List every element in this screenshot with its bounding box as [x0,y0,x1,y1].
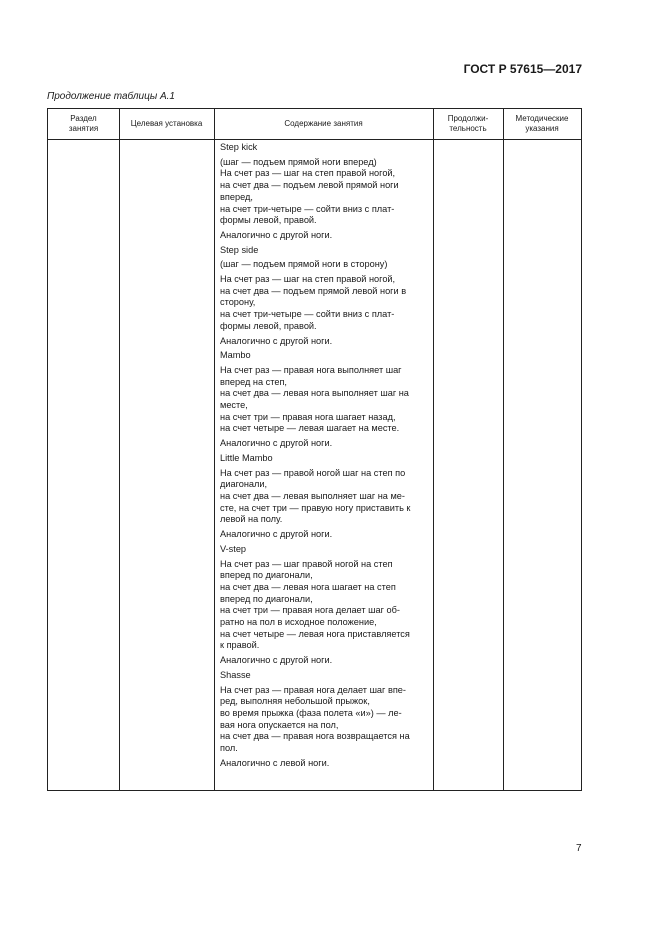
content-line: Little Mambo [220,452,273,463]
content-line: на счет три-четыре — сойти вниз с плат- [220,203,395,214]
content-line: к правой. [220,640,260,651]
content-line: месте, [220,400,248,411]
content-line: На счет раз — правой ногой шаг на степ по [220,467,406,478]
content-line: На счет раз — шаг правой ногой на степ [220,558,393,569]
content-line: сторону, [220,297,256,308]
content-line: во время прыжка (фаза полета «и») — ле- [220,707,402,718]
content-paragraph [220,350,430,362]
content-line: на счет четыре — левая шагает на месте. [220,423,400,434]
column-divider [503,109,504,790]
content-paragraph [220,529,430,541]
content-line: на счет два — левая нога выполняет шаг на [220,388,409,399]
header-divider [48,139,581,140]
content-paragraph [220,245,430,257]
content-line: Аналогично с другой ноги. [220,438,333,449]
column-header-content: Содержание занятия [284,119,363,128]
content-line: Аналогично с другой ноги. [220,655,333,666]
content-line: на счет два — левая выполняет шаг на ме- [220,490,405,501]
column-header-goal: Целевая установка [130,119,203,128]
content-line: на счет два — подъем левой прямой ноги [220,180,399,191]
lesson-content-cell [220,142,430,772]
content-line: формы левой, правой. [220,215,317,226]
content-line: вперед на степ, [220,376,287,387]
content-line: формы левой, правой. [220,320,317,331]
content-paragraph [220,438,430,450]
content-paragraph [220,758,430,770]
content-line: Step side [220,244,259,255]
content-paragraph [220,142,430,154]
content-paragraph [220,157,430,227]
content-line: на счет два — правая нога возвращается на [220,731,410,742]
content-line: вперед по диагонали, [220,593,313,604]
content-line: Аналогично с другой ноги. [220,335,333,346]
content-paragraph [220,230,430,242]
content-line: Mambo [220,350,251,361]
page-number: 7 [576,843,582,854]
content-line: левой на полу. [220,514,283,525]
table-continuation-label: Продолжение таблицы А.1 [47,91,175,102]
content-line: Step kick [220,142,258,152]
content-line: На счет раз — правая нога выполняет шаг [220,364,402,375]
content-line: ратно на пол в исходное положение, [220,617,377,628]
content-line: сте, на счет три — правую ногу приставить к [220,502,411,513]
column-divider [433,109,434,790]
content-line: На счет раз — шаг на степ правой ногой, [220,168,396,179]
content-line: вперед по диагонали, [220,570,313,581]
column-header-duration: Продолжи- тельность [447,114,489,133]
content-line: V-step [220,543,247,554]
column-header-section: Раздел занятия [68,114,99,133]
content-line: на счет два — левая нога шагает на степ [220,581,396,592]
content-paragraph [220,670,430,682]
content-line: на счет три — правая нога делает шаг об- [220,605,400,616]
content-paragraph [220,468,430,527]
content-line: на счет три — правая нога шагает назад, [220,411,396,422]
document-code: ГОСТ Р 57615—2017 [463,62,582,76]
content-paragraph [220,559,430,653]
content-line: (шаг — подъем прямой ноги вперед) [220,156,377,167]
content-paragraph [220,655,430,667]
content-line: На счет раз — правая нога делает шаг впе- [220,684,406,695]
content-line: на счет три-четыре — сойти вниз с плат- [220,309,395,320]
content-line: Аналогично с левой ноги. [220,757,330,768]
column-header-method-notes: Методические указания [515,114,569,133]
content-paragraph [220,453,430,465]
content-line: диагонали, [220,479,268,490]
column-divider [214,109,215,790]
column-divider [119,109,120,790]
data-table [47,108,582,791]
content-line: на счет четыре — левая нога приставляется [220,628,410,639]
content-line: ред, выполняя небольшой прыжок, [220,696,370,707]
content-line: Shasse [220,669,251,680]
content-paragraph [220,274,430,333]
content-line: На счет раз — шаг на степ правой ногой, [220,274,396,285]
content-paragraph [220,365,430,435]
content-paragraph [220,544,430,556]
content-line: пол. [220,743,238,754]
content-line: Аналогично с другой ноги. [220,229,333,240]
content-paragraph [220,336,430,348]
content-line: (шаг — подъем прямой ноги в сторону) [220,259,388,270]
content-line: на счет два — подъем прямой левой ноги в [220,285,407,296]
content-line: вперед, [220,191,253,202]
content-paragraph [220,259,430,271]
content-paragraph [220,685,430,755]
content-line: Аналогично с другой ноги. [220,529,333,540]
content-line: вая нога опускается на пол, [220,719,339,730]
